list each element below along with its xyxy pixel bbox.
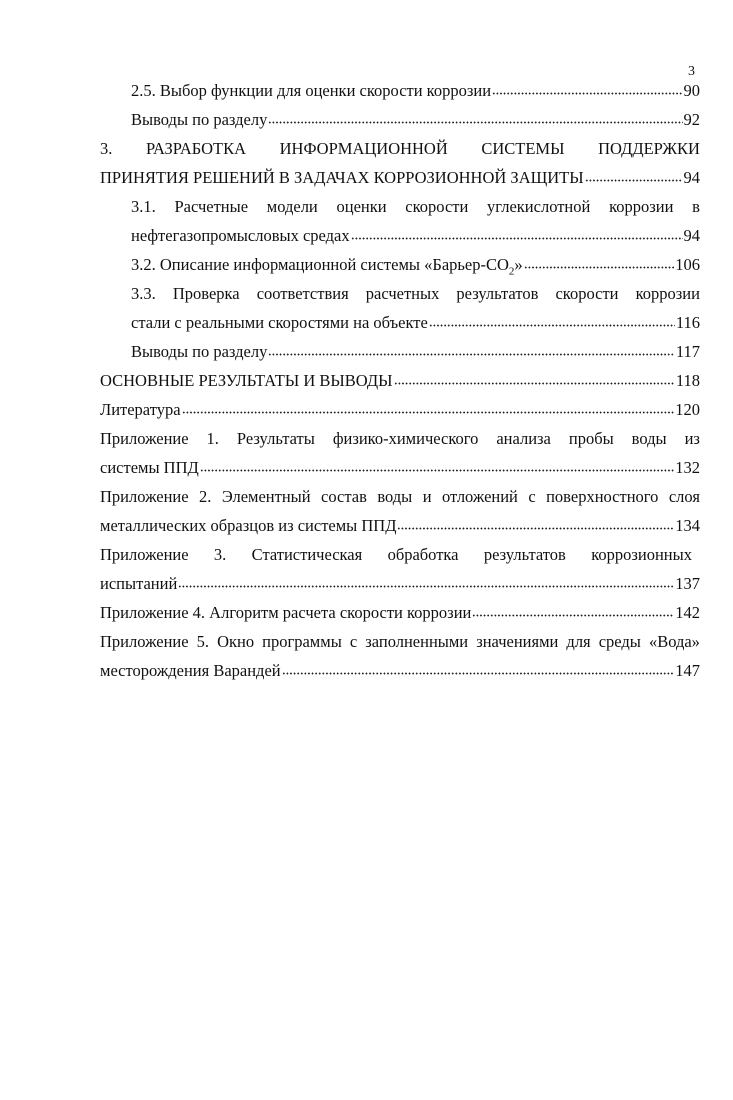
toc-entry-page: 117 [675,342,700,361]
toc-word: Приложение [100,429,189,448]
toc-entry-page: 106 [675,255,700,274]
dot-leader [282,672,675,675]
toc-word: Расчетные [174,197,249,216]
table-of-contents [100,76,700,685]
toc-entry[interactable] [100,453,700,482]
toc-word: в [692,197,700,216]
toc-word: Окно [217,632,255,651]
dot-leader [200,469,674,472]
toc-entry[interactable] [100,569,700,598]
toc-entry-line-justified[interactable] [100,279,700,308]
toc-entry-title-end: » [514,255,523,274]
toc-entry-page: 116 [675,313,700,332]
toc-word: 1. [206,429,219,448]
toc-entry-title: ПРИНЯТИЯ РЕШЕНИЙ В ЗАДАЧАХ КОРРОЗИОННОЙ ЗАЩИТЫ [100,168,584,187]
toc-word: Приложение [100,545,189,564]
toc-entry[interactable] [100,366,700,395]
toc-entry-page: 142 [675,603,700,622]
toc-word: Приложение [100,487,189,506]
toc-word: Приложение [100,632,189,651]
toc-entry-page: 120 [675,400,700,419]
dot-leader [182,411,675,414]
toc-entry[interactable] [100,308,700,337]
toc-entry-title: металлических образцов из системы ППД [100,516,397,535]
subscript: 2 [508,265,515,278]
toc-word: из [684,429,700,448]
toc-word: скорости [405,197,469,216]
toc-entry-title: нефтегазопромысловых средах [131,226,350,245]
toc-entry[interactable] [100,511,700,540]
toc-word: коррозии [635,284,700,303]
dot-leader [524,266,675,269]
toc-entry-page: 132 [675,458,700,477]
toc-entry-line-justified[interactable] [100,482,700,511]
toc-word: углекислотной [487,197,591,216]
toc-entry-title: испытаний [100,574,178,593]
dot-leader [268,353,675,356]
toc-word: «Вода» [648,632,700,651]
toc-entry-title: Литература [100,400,181,419]
toc-entry-line-justified[interactable] [100,134,700,163]
toc-word: 3.3. [131,284,156,303]
toc-entry-page: 118 [675,371,700,390]
toc-entry-title: Выводы по разделу [131,110,268,129]
toc-entry[interactable] [100,163,700,192]
toc-entry-line-justified[interactable] [100,192,700,221]
toc-word: 3.1. [131,197,156,216]
toc-entry[interactable] [100,105,700,134]
dot-leader [268,121,682,124]
toc-entry-page: 147 [675,661,700,680]
toc-entry[interactable] [100,250,700,279]
toc-word: Проверка [172,284,240,303]
toc-entry[interactable] [100,395,700,424]
toc-entry[interactable] [100,337,700,366]
dot-leader [351,237,683,240]
toc-entry-title: Выводы по разделу [131,342,268,361]
toc-word: СИСТЕМЫ [481,139,565,158]
toc-word: коррозионных [591,545,692,564]
toc-word: воды [377,487,413,506]
dot-leader [429,324,675,327]
dot-leader [472,614,674,617]
toc-word: слоя [668,487,700,506]
toc-word: 3. [213,545,227,564]
toc-entry-page: 94 [683,168,700,187]
toc-word: пробы [568,429,614,448]
toc-word: и [422,487,432,506]
toc-word: РАЗРАБОТКА [145,139,247,158]
toc-word: скорости [555,284,619,303]
toc-word: результатов [456,284,539,303]
toc-entry-title: ОСНОВНЫЕ РЕЗУЛЬТАТЫ И ВЫВОДЫ [100,371,393,390]
toc-entry[interactable] [100,221,700,250]
toc-word: 5. [196,632,209,651]
toc-entry-line-justified[interactable] [100,540,700,569]
toc-word: значениями [476,632,559,651]
toc-word: отложений [441,487,518,506]
toc-word: состав [321,487,367,506]
toc-entry-line-justified[interactable] [100,424,700,453]
page-number: 3 [688,64,695,79]
toc-word: Статистическая [251,545,363,564]
toc-word: среды [598,632,641,651]
toc-word: с [349,632,358,651]
toc-word: расчетных [365,284,440,303]
toc-word: поверхностного [546,487,659,506]
toc-word: 3. [100,139,113,158]
toc-entry-page: 90 [683,81,700,100]
toc-entry-title: стали с реальными скоростями на объекте [131,313,428,332]
toc-entry-title: 2.5. Выбор функции для оценки скорости коррозии [131,81,492,100]
toc-entry[interactable] [100,76,700,105]
toc-word: модели [266,197,318,216]
toc-word: 2. [199,487,212,506]
toc-entry-page: 94 [683,226,700,245]
toc-entry-title: месторождения Варандей [100,661,281,680]
toc-entry-title-text: 3.2. Описание информационной системы «Барьер-СО [131,255,509,274]
toc-word: физико-химического [332,429,479,448]
toc-entry-page: 134 [675,516,700,535]
toc-word: для [566,632,591,651]
toc-word: коррозии [609,197,674,216]
dot-leader [397,527,674,530]
toc-entry-title: системы ППД [100,458,199,477]
dot-leader [492,92,682,95]
toc-word: заполненными [365,632,469,651]
toc-word: анализа [496,429,551,448]
toc-entry[interactable] [100,598,700,627]
toc-word: Результаты [236,429,315,448]
toc-entry-page: 137 [675,574,700,593]
toc-word: ПОДДЕРЖКИ [598,139,700,158]
dot-leader [394,382,675,385]
toc-entry-line-justified[interactable] [100,627,700,656]
toc-word: результатов [483,545,566,564]
toc-entry[interactable] [100,656,700,685]
toc-word: ИНФОРМАЦИОННОЙ [279,139,448,158]
toc-word: обработка [387,545,459,564]
toc-word: соответствия [256,284,349,303]
toc-entry-page: 92 [683,110,700,129]
toc-word: программы [262,632,342,651]
toc-word: Элементный [221,487,311,506]
toc-word: воды [631,429,667,448]
toc-word: оценки [336,197,387,216]
dot-leader [585,179,683,182]
dot-leader [178,585,674,588]
toc-entry-title: Приложение 4. Алгоритм расчета скорости коррозии [100,603,472,622]
toc-word: с [528,487,536,506]
